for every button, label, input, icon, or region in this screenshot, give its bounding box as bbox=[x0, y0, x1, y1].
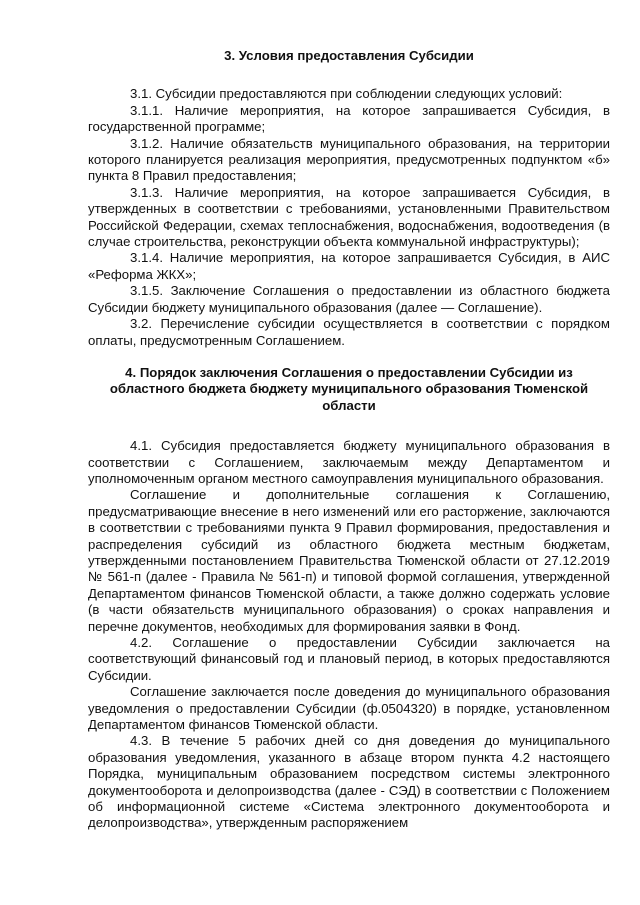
paragraph-3-1-3: 3.1.3. Наличие мероприятия, на которое запрашивается Субсидия, в утвержденных в соответствии с требованиями, установленными Правительством Российской Федерации, схемах теплоснабжения, водоснабжения, водоотведения (в случае строительства, реконструкции объекта коммунальной инфраструктуры); bbox=[88, 184, 610, 250]
paragraph-3-1-1: 3.1.1. Наличие мероприятия, на которое запрашивается Субсидия, в государственной программе; bbox=[88, 102, 610, 135]
paragraph-4-2: 4.2. Соглашение о предоставлении Субсидии заключается на соответствующий финансовый год и плановый период, в которых предоставляются Субсидии. bbox=[88, 635, 610, 683]
document-page bbox=[88, 48, 610, 832]
paragraph-4-1: 4.1. Субсидия предоставляется бюджету муниципального образования в соответствии с Соглашением, заключаемым между Департаментом и уполномоченным органом местного самоуправления муниципального образования. bbox=[88, 438, 610, 486]
paragraph-3-1-2: 3.1.2. Наличие обязательств муниципального образования, на территории которого планируется реализация мероприятия, предусмотренных подпунктом «б» пункта 8 Правил предоставления; bbox=[88, 135, 610, 184]
paragraph-3-1-4: 3.1.4. Наличие мероприятия, на которое запрашивается Субсидия, в АИС «Реформа ЖКХ»; bbox=[88, 250, 610, 282]
section-4-title: 4. Порядок заключения Соглашения о предоставлении Субсидии из областного бюджета бюджету муниципального образования Тюменской области bbox=[109, 364, 589, 413]
section-3-title: 3. Условия предоставления Субсидии bbox=[224, 48, 474, 63]
paragraph-4-1-agreement: Соглашение и дополнительные соглашения к Соглашению, предусматривающие внесение в него изменений или его расторжение, заключаются в соответствии с требованиями пункта 9 Правил формирования, предоставления и распределения субсидий из областного бюджета местным бюджетам, утвержденными постановлением Правительства Тюменской области от 27.12.2019 № 561-п (далее - Правила № 561-п) и типовой формой соглашения, утвержденной Департаментом финансов Тюменской области, а также должно содержать условие (в части обязательств муниципального образования) о сроках направления и перечне документов, необходимых для формирования заявки в Фонд. bbox=[88, 487, 610, 634]
paragraph-3-2: 3.2. Перечисление субсидии осуществляется в соответствии с порядком оплаты, предусмотренным Соглашением. bbox=[88, 316, 610, 348]
paragraph-4-3: 4.3. В течение 5 рабочих дней со дня доведения до муниципального образования уведомления, указанного в абзаце втором пункта 4.2 настоящего Порядка, муниципальным образованием посредством системы электронного документооборота и делопроизводства (далее - СЭД) в соответствии с Положением об информационной системе «Система электронного документооборота и делопроизводства», утвержденным распоряжением bbox=[88, 733, 610, 831]
paragraph-4-2-conclusion: Соглашение заключается после доведения до муниципального образования уведомления о предоставлении Субсидии (ф.0504320) в порядке, установленном Департаментом финансов Тюменской области. bbox=[88, 684, 610, 733]
paragraph-3-1: 3.1. Субсидии предоставляются при соблюдении следующих условий: bbox=[130, 86, 563, 102]
paragraph-3-1-5: 3.1.5. Заключение Соглашения о предоставлении из областного бюджета Субсидии бюджету муниципального образования (далее — Соглашение). bbox=[88, 283, 610, 315]
